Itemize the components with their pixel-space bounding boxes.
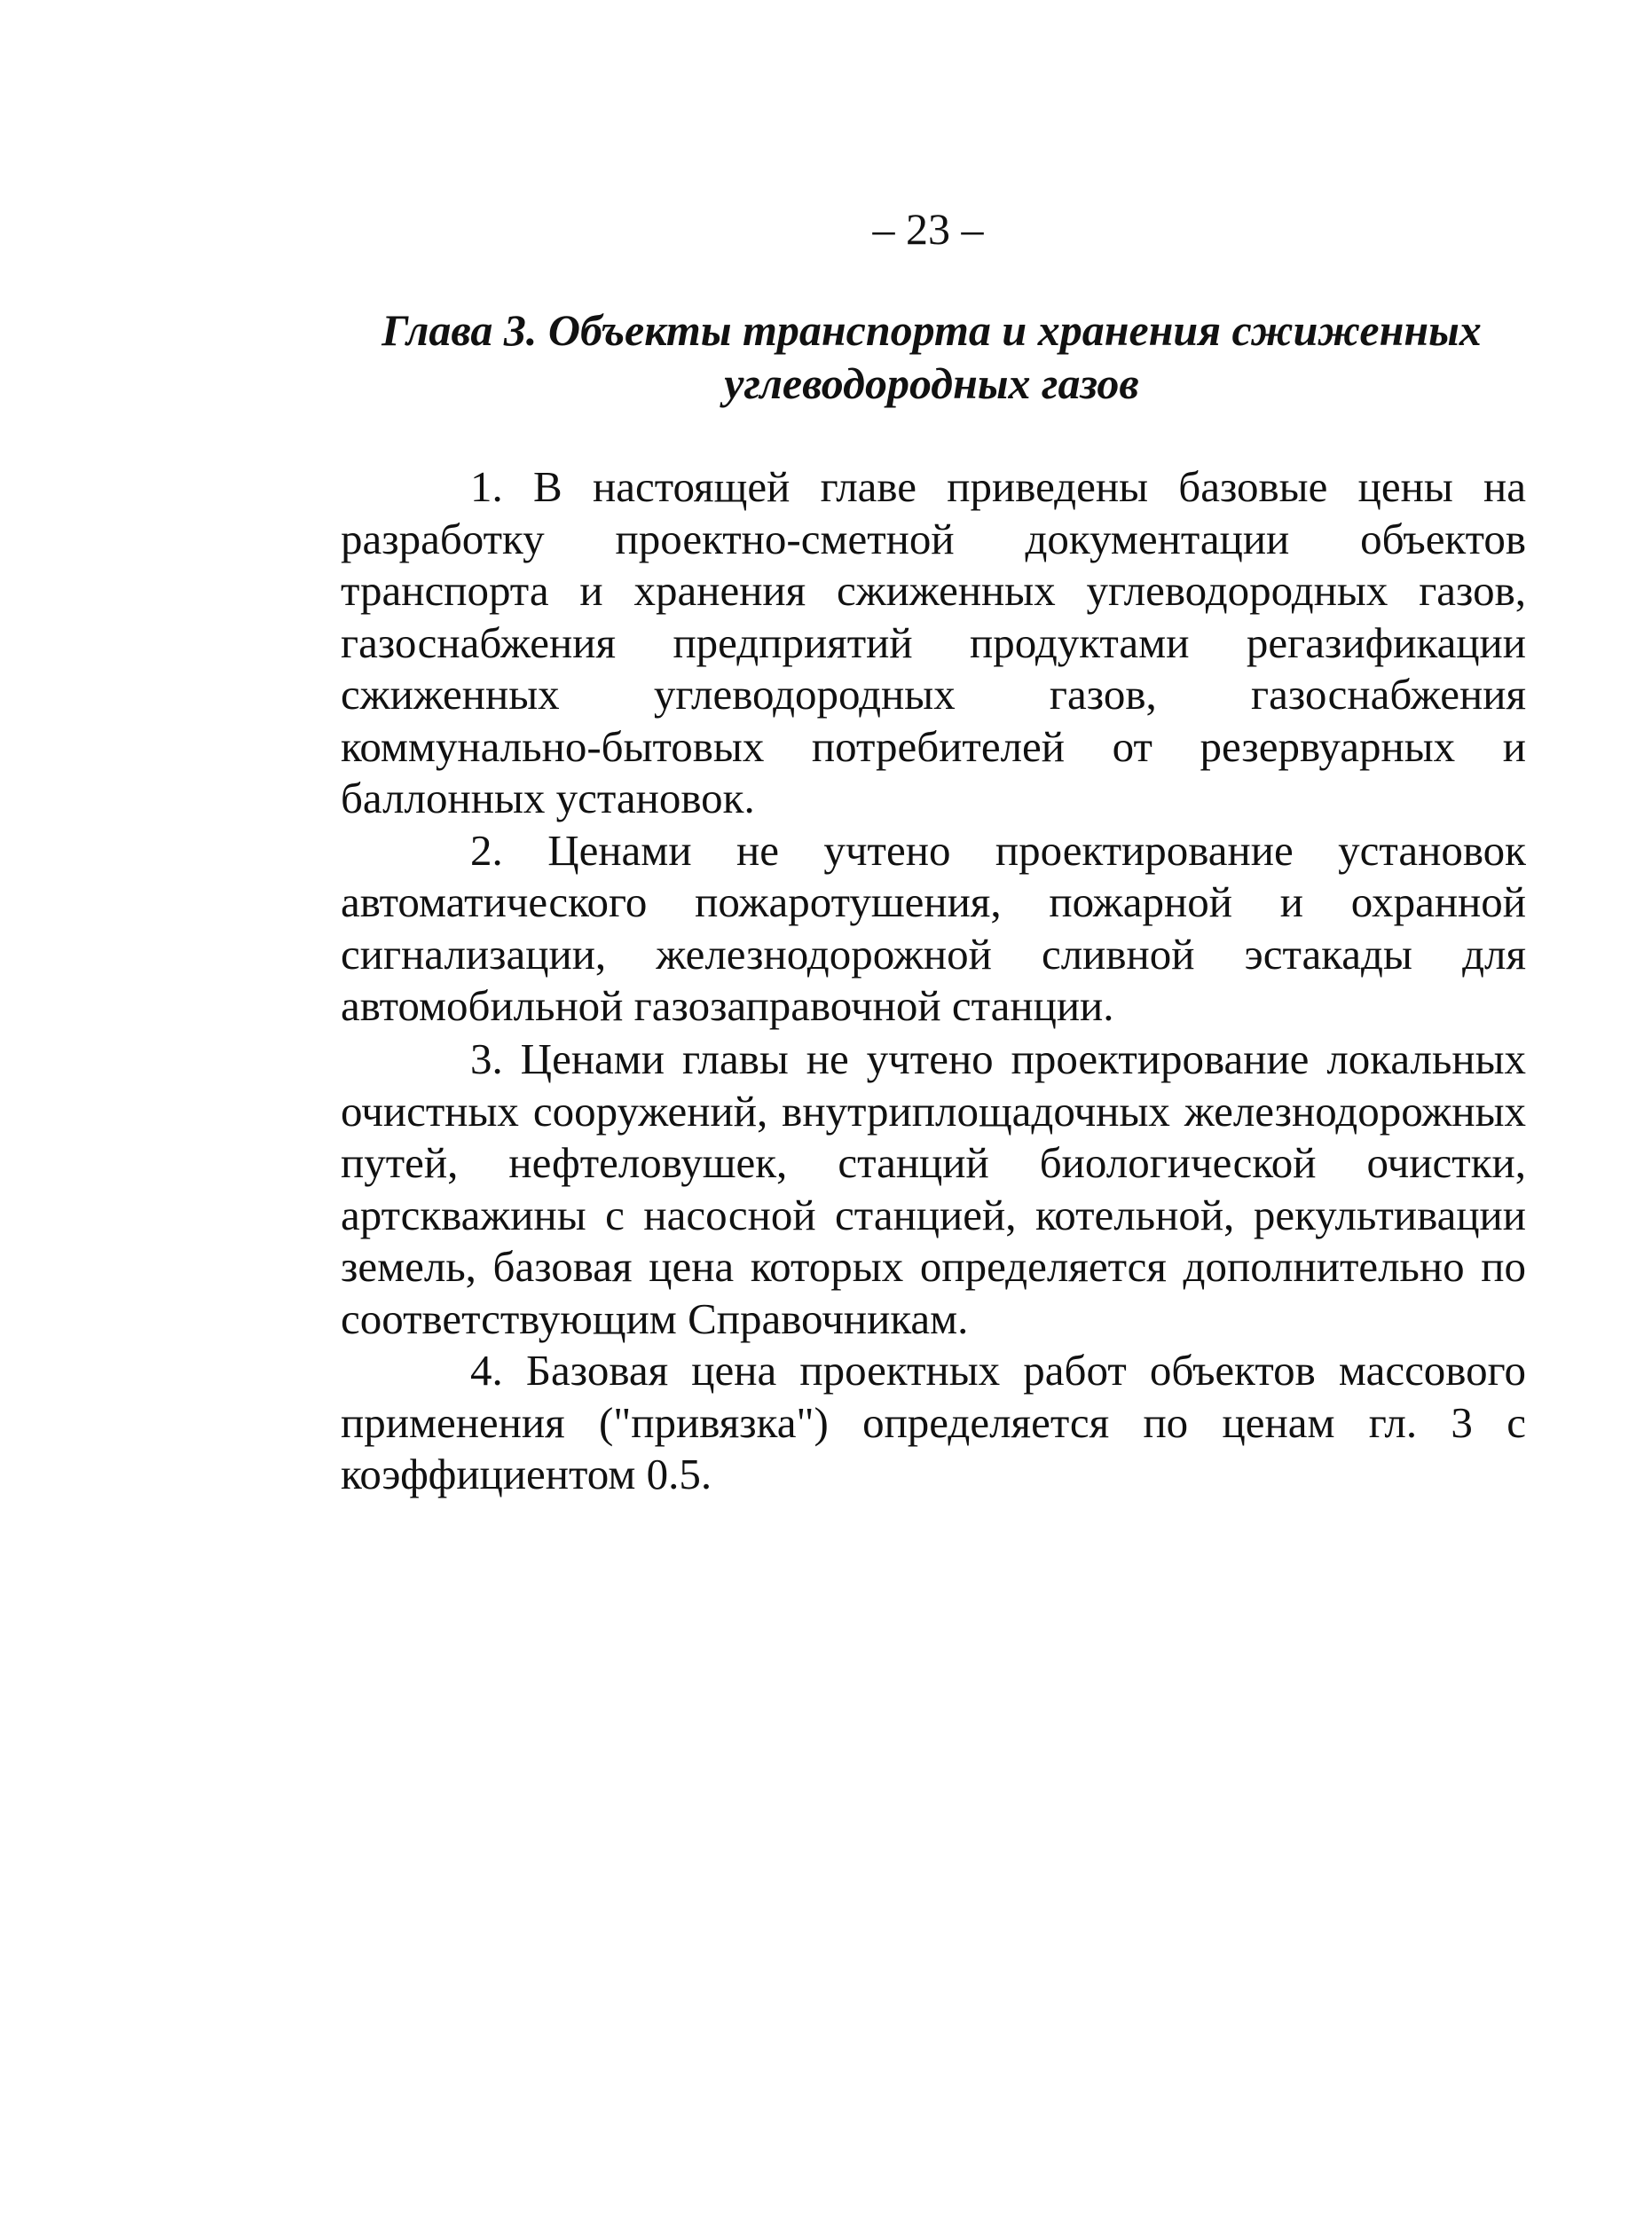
chapter-title — [337, 303, 1526, 410]
text-block-bottom — [341, 1034, 1526, 1501]
paragraph-1: 1. В настоящей главе приведены базовые цены на разработку проектно-сметной документации объектов транспорта и хранения сжиженных углеводородных газов, газоснабжения предприятий продуктами регазификации сжиженных углеводородных газов, газоснабжения коммунально-бытовых потребителей от резервуарных и баллонных установок. — [341, 462, 1526, 822]
chapter-title-line-1: Глава 3. Объекты транспорта и хранения сжиженных — [382, 305, 1482, 355]
chapter-title-line-2: углеводородных газов — [724, 358, 1139, 408]
paragraph-3: 3. Ценами главы не учтено проектирование локальных очистных сооружений, внутриплощадочных железнодорожных путей, нефтеловушек, станций биологической очистки, артскважины с насосной станцией, котельной, рекультивации земель, базовая цена которых определяется дополнительно по соответствующим Справочникам. — [341, 1034, 1526, 1343]
page-number: – 23 – — [872, 204, 984, 254]
paragraph-2: 2. Ценами не учтено проектирование установок автоматического пожаротушения, пожарной и охранной сигнализации, железнодорожной сливной эстакады для автомобильной газозаправочной станции. — [341, 825, 1526, 1030]
text-block-top — [341, 461, 1526, 1033]
paragraph-4: 4. Базовая цена проектных работ объектов массового применения ("привязка") определяется по ценам гл. 3 с коэффициентом 0.5. — [341, 1346, 1526, 1498]
